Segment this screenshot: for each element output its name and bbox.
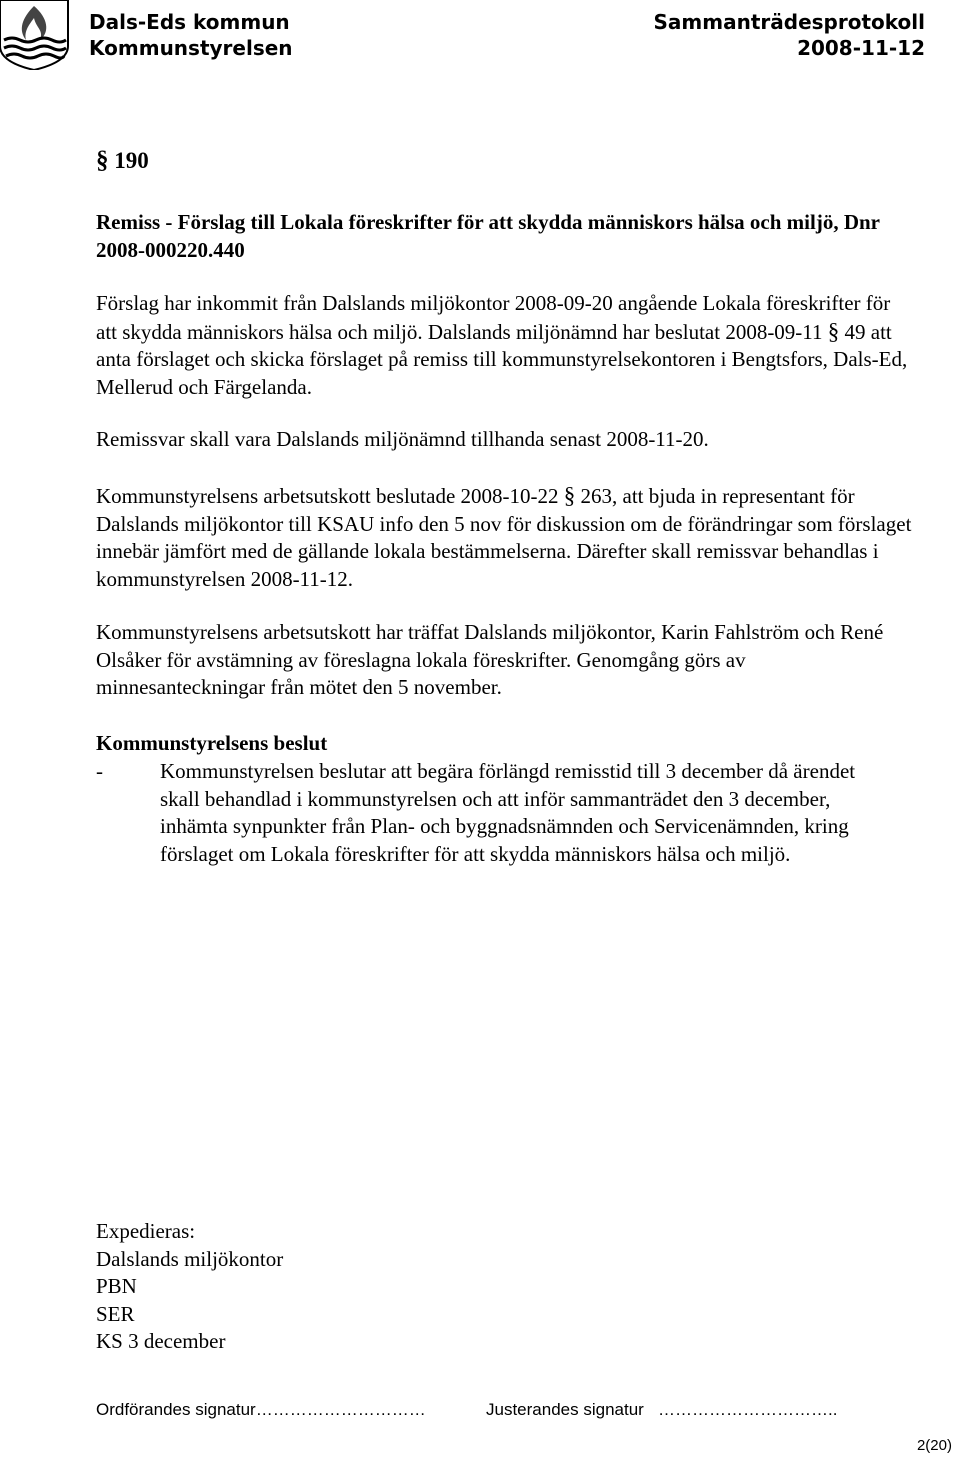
document-type: Sammanträdesprotokoll: [653, 10, 925, 34]
distribution-label: Expedieras:: [96, 1219, 196, 1243]
decision-item: [96, 758, 896, 868]
adjuster-signature: Justerandes signatur …………………………..: [486, 1400, 838, 1419]
paragraph-ksau-decision: Kommunstyrelsens arbetsutskott beslutade 2008-10-22 § 263, att bjuda in representant för Dalslands miljökontor till KSAU info den 5 nov för diskussion om de förändringar som förslaget innebär jämfört med de gällande lokala bestämmelserna. Därefter skall remissvar behandlas i kommunstyrelsen 2008-11-12.: [96, 483, 912, 591]
list-dash: -: [96, 759, 103, 783]
decision-heading: Kommunstyrelsens beslut: [96, 731, 328, 755]
distribution-recipient: KS 3 december: [96, 1329, 226, 1353]
page-number: 2(20): [916, 1437, 952, 1454]
header-right: [654, 9, 925, 61]
municipality-logo: [0, 0, 70, 70]
section-number-value: 190: [114, 148, 149, 173]
header-left: [89, 9, 293, 61]
committee-name: Kommunstyrelsen: [89, 36, 293, 60]
org-name: Dals-Eds kommun: [89, 10, 290, 34]
municipal-crest-icon: [0, 0, 70, 70]
distribution-recipient: PBN: [96, 1274, 137, 1298]
chair-signature: Ordförandes signatur…………………………: [96, 1400, 426, 1419]
section-number: [96, 146, 149, 176]
distribution-recipient: Dalslands miljökontor: [96, 1246, 284, 1271]
distribution-recipient: SER: [96, 1301, 135, 1326]
paragraph-proposal: Förslag har inkommit från Dalslands miljökontor 2008-09-20 angående Lokala föreskrifter för att skydda människors hälsa och miljö. Dalslands miljönämnd har beslutat 2008-09-11 § 49 att anta förslaget och skicka förslaget på remiss till kommunstyrelsekontoren i Bengtsfors, Dals-Ed, Mellerud och Färgelanda.: [96, 291, 908, 399]
distribution-list: [96, 1218, 283, 1356]
paragraph-meeting: Kommunstyrelsens arbetsutskott har träffat Dalslands miljökontor, Karin Fahlström och René Olsåker för avstämning av föreslagna lokala föreskrifter. Genomgång görs av minnesanteckningar från mötet den 5 november.: [96, 620, 884, 699]
meeting-date: 2008-11-12: [797, 36, 925, 60]
decision-text: Kommunstyrelsen beslutar att begära förlängd remisstid till 3 december då ärendet skall behandlad i kommunstyrelsen och att inför sammanträdet den 3 december, inhämta synpunkter från Plan- och byggnadsnämnden och Servicenämnden, kring förslaget om Lokala föreskrifter för att skydda människors hälsa och miljö.: [160, 759, 856, 866]
section-title: Remiss - Förslag till Lokala föreskrifter för att skydda människors hälsa och miljö, Dnr 2008-000220.440: [96, 210, 880, 262]
section-symbol: §: [96, 147, 109, 174]
paragraph-deadline: Remissvar skall vara Dalslands miljönämnd tillhanda senast 2008-11-20.: [96, 427, 709, 451]
